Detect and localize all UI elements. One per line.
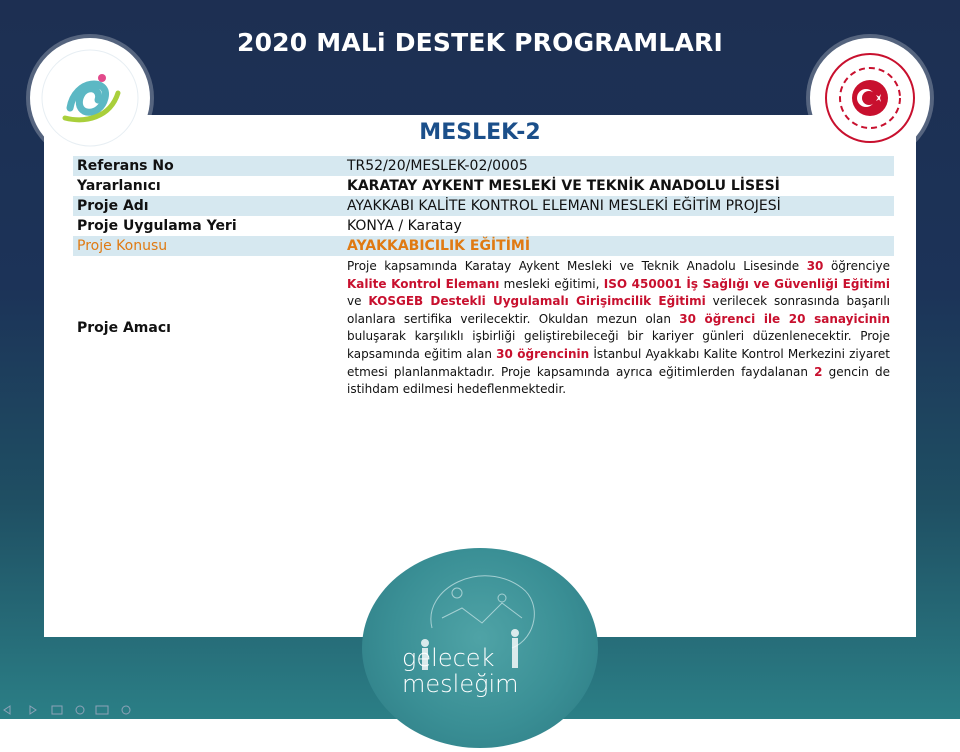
purpose-segment: 30 (806, 259, 824, 273)
purpose-segment: verilecek sonrasında başarılı olanlara sertifika verilecektir. Okuldan mezun olan (347, 294, 890, 326)
page-title: 2020 MALi DESTEK PROGRAMLARI (236, 28, 723, 57)
table-row (73, 156, 894, 176)
yararlanici-label: Yararlanıcı (77, 178, 161, 194)
purpose-segment: Kalite Kontrol Elemanı (347, 276, 500, 291)
proje-amaci-text (343, 256, 894, 401)
purpose-segment: ve (347, 294, 369, 309)
proje-konusu-value: AYAKKABICILIK EĞİTİMİ (343, 236, 894, 256)
proje-adi-value: AYAKKABI KALİTE KONTROL ELEMANI MESLEKİ EĞİTİM PROJESİ (343, 196, 894, 216)
table-row (73, 176, 894, 196)
purpose-segment: İstanbul Ayakkabı Kalite Kontrol Merkezini ziyaret etmesi planlanmaktadır. Proje kapsamında ayrıca eğitimlerden faydalanan (347, 346, 890, 379)
purpose-segment: Proje kapsamında Karatay Aykent Mesleki ve Teknik Anadolu Lisesinde (347, 259, 807, 273)
section-heading: MESLEK-2 (419, 120, 541, 145)
purpose-segment: buluşarak karşılıklı işbirliği geliştirebileceği bir kariyer günleri düzenlenecektir. Proje kapsamında eğitim alan (347, 329, 890, 361)
table-row (73, 196, 894, 216)
table-row (73, 236, 894, 256)
referans-value: TR52/20/MESLEK-02/0005 (343, 156, 894, 176)
purpose-segment: gencin de istihdam edilmesi hedeflenmektedir. (347, 364, 890, 397)
uygulama-yeri-label: Proje Uygulama Yeri (77, 218, 237, 234)
purpose-segment: ISO 450001 İş Sağlığı ve Güvenliği Eğitimi (603, 276, 890, 291)
purpose-segment: mesleki eğitimi, (499, 276, 604, 291)
yararlanici-value: KARATAY AYKENT MESLEKİ VE TEKNİK ANADOLU LİSESİ (347, 178, 780, 194)
project-info-table (73, 156, 894, 401)
uygulama-yeri-value: KONYA / Karatay (347, 218, 462, 234)
purpose-segment: öğrenciye (823, 259, 890, 273)
gelecek-meslegim-circle (362, 548, 598, 748)
table-row (73, 216, 894, 236)
purpose-segment: 30 öğrenci ile 20 sanayicinin (679, 311, 890, 326)
logo-line-1: gelecek (402, 644, 495, 672)
purpose-segment: KOSGEB Destekli Uygulamalı Girişimcilik Eğitimi (368, 294, 706, 309)
proje-konusu-label: Proje Konusu (73, 236, 343, 256)
table-row (73, 256, 894, 401)
purpose-segment: 2 (814, 364, 823, 379)
slide-controls[interactable] (0, 703, 150, 717)
purpose-segment: 30 öğrencinin (496, 346, 590, 361)
proje-adi-label: Proje Adı (73, 196, 343, 216)
logo-line-2: mesleğim (402, 670, 519, 698)
proje-amaci-label: Proje Amacı (77, 320, 171, 337)
referans-label: Referans No (73, 156, 343, 176)
